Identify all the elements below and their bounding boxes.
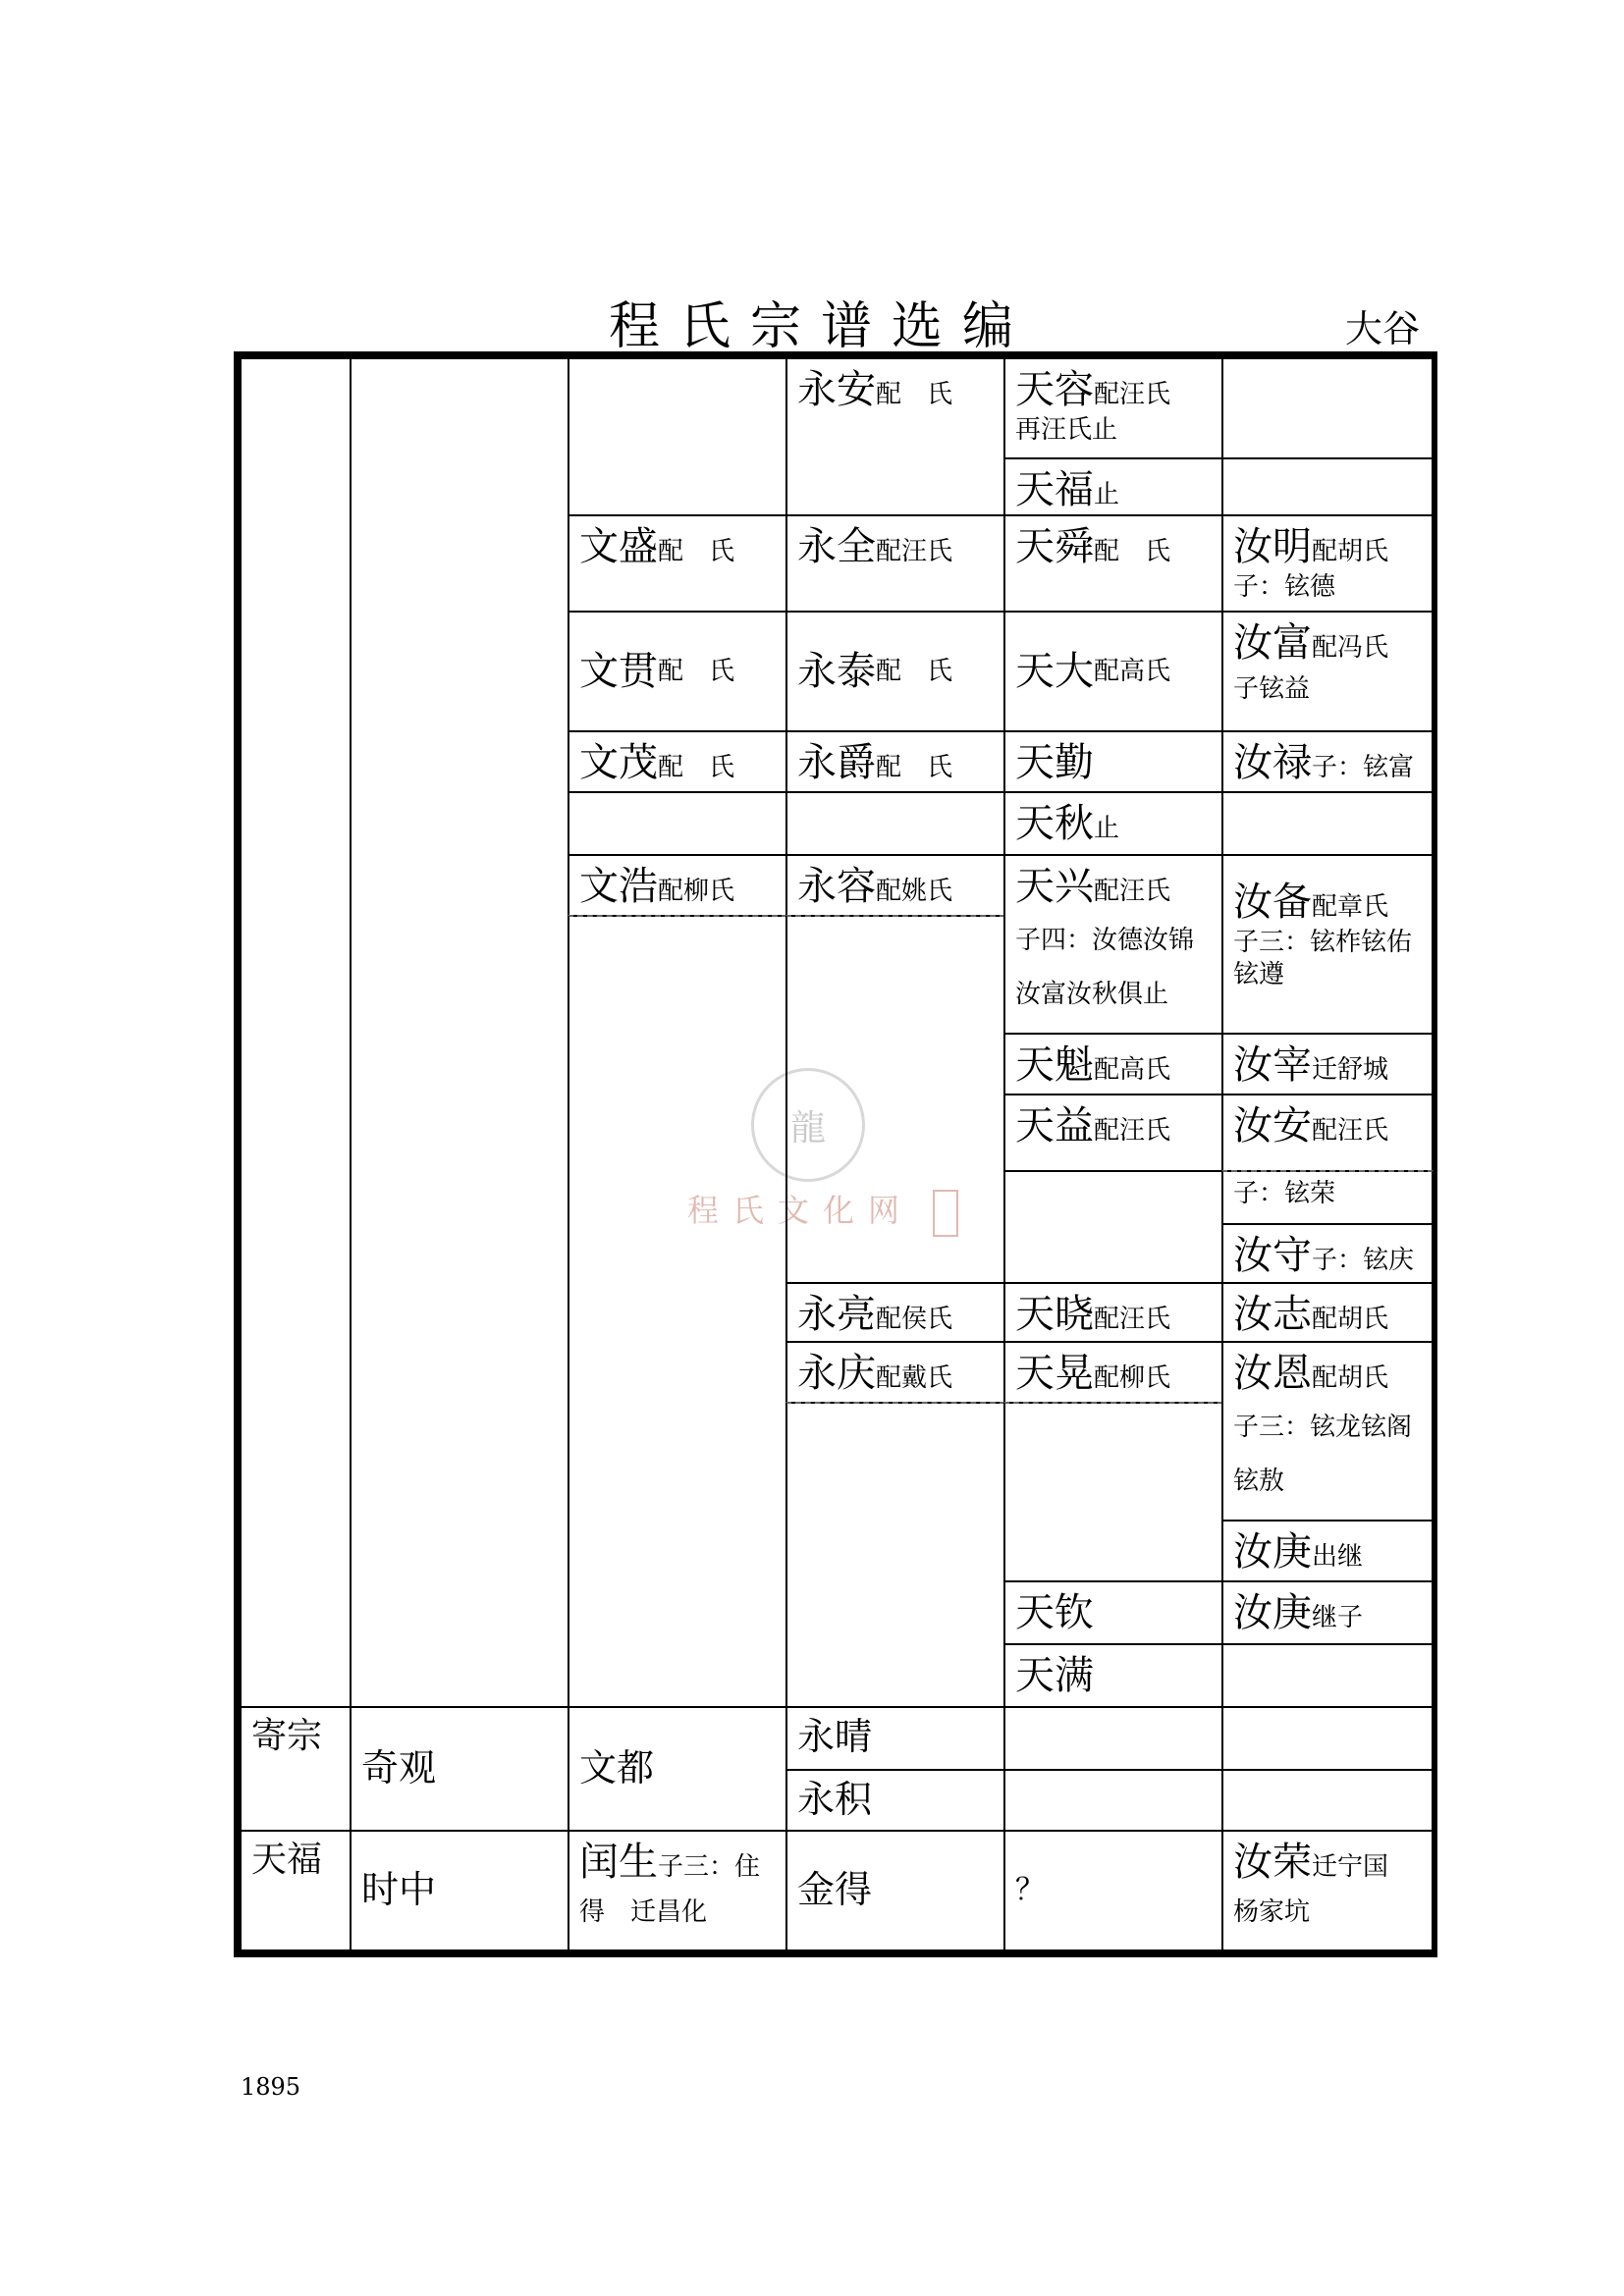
person-yongjue: 永爵配 氏 [785, 730, 1005, 793]
person-yongtai: 永泰 配 氏 [785, 611, 1005, 732]
person-yongquan: 永全配汪氏 [785, 514, 1005, 613]
person-yongrong: 永容配姚氏 [785, 854, 1005, 917]
col3-empty-3 [568, 915, 787, 1708]
col5-empty-b1 [1003, 1706, 1223, 1771]
col5-empty-2 [1003, 1402, 1223, 1582]
person-shizhong: 时中 [350, 1830, 569, 1951]
page-number: 1895 [241, 2073, 301, 2101]
person-yongliang: 永亮配侯氏 [785, 1282, 1005, 1343]
page-title: 程氏宗谱选编 [609, 297, 1034, 356]
person-unknown: ？ [1003, 1830, 1223, 1951]
person-tianman: 天满 [1003, 1643, 1223, 1708]
person-ruzai: 汝宰迁舒城 [1221, 1033, 1434, 1095]
person-wengui: 文贯 配 氏 [568, 611, 787, 732]
person-wenhao: 文浩配柳氏 [568, 854, 787, 917]
col6-empty-b1 [1221, 1706, 1434, 1771]
person-tianxing: 天兴配汪氏 子四：汝德汝锦 汝富汝秋俱止 [1003, 854, 1223, 1035]
person-rugeng-1: 汝庚出继 [1221, 1520, 1434, 1582]
col4-empty-2 [785, 915, 1005, 1284]
person-tiankui: 天魁配高氏 [1003, 1033, 1223, 1095]
person-tianshun: 天舜配 氏 [1003, 514, 1223, 613]
col5-empty-b2 [1003, 1769, 1223, 1832]
person-tianfu-2: 天福 [240, 1830, 352, 1951]
person-tianqiu: 天秋止 [1003, 791, 1223, 856]
person-ruan: 汝安配汪氏 [1221, 1094, 1434, 1172]
col4-empty-1 [785, 791, 1005, 856]
person-tianhuang: 天晃配柳氏 [1003, 1341, 1223, 1404]
person-ruzhi: 汝志配胡氏 [1221, 1282, 1434, 1343]
person-yongqing: 永庆配戴氏 [785, 1341, 1005, 1404]
place-label: 大谷 [1345, 307, 1421, 350]
col4-empty-3 [785, 1402, 1005, 1708]
person-runsheng: 闰生子三：住 得 迁昌化 [568, 1830, 787, 1951]
person-tianda: 天大 配高氏 [1003, 611, 1223, 732]
col6-empty-1 [1221, 357, 1434, 459]
person-jizong: 寄宗 [240, 1706, 352, 1832]
person-tianrong: 天容配汪氏 再汪氏止 [1003, 357, 1223, 459]
person-rulu: 汝禄子：铉富 [1221, 730, 1434, 793]
person-rushou: 汝守子：铉庆 [1221, 1223, 1434, 1284]
col1-empty [240, 357, 352, 1708]
person-rugeng-2: 汝庚继子 [1221, 1580, 1434, 1645]
person-qiguan: 奇观 [350, 1706, 569, 1832]
person-ruan-extra: 子：铉荣 [1221, 1170, 1434, 1225]
person-ruming: 汝明配胡氏 子：铉德 [1221, 514, 1434, 613]
col6-empty-b2 [1221, 1769, 1434, 1832]
person-rubei: 汝备配章氏 子三：铉柞铉佑 铉遵 [1221, 854, 1434, 1035]
person-yongji: 永积 [785, 1769, 1005, 1832]
person-tianyi: 天益配汪氏 [1003, 1094, 1223, 1172]
col6-empty-2 [1221, 457, 1434, 516]
person-tianqin2: 天钦 [1003, 1580, 1223, 1645]
col5-empty-1 [1003, 1170, 1223, 1284]
person-wendu: 文都 [568, 1706, 787, 1832]
person-yongan: 永安配 氏 [785, 357, 1005, 516]
watermark-text: 程氏文化网 [687, 1192, 914, 1229]
person-rurong: 汝荣迁宁国 杨家坑 [1221, 1830, 1434, 1951]
person-tianfu: 天福止 [1003, 457, 1223, 516]
person-rufu: 汝富配冯氏 子铉益 [1221, 611, 1434, 732]
col3-empty-2 [568, 791, 787, 856]
col2-empty [350, 357, 569, 1708]
person-jinde: 金得 [785, 1830, 1005, 1951]
person-yongqing-2: 永晴 [785, 1706, 1005, 1771]
person-ruen: 汝恩配胡氏 子三：铉龙铉阁 铉敖 [1221, 1341, 1434, 1522]
col3-empty-top [568, 357, 787, 516]
person-wenmao: 文茂配 氏 [568, 730, 787, 793]
person-wensheng: 文盛配 氏 [568, 514, 787, 613]
person-tianqin: 天勤 [1003, 730, 1223, 793]
person-tianxiao: 天晓配汪氏 [1003, 1282, 1223, 1343]
watermark-seal: 龍 [751, 1068, 865, 1182]
col6-empty-3 [1221, 791, 1434, 856]
col6-empty-4 [1221, 1643, 1434, 1708]
